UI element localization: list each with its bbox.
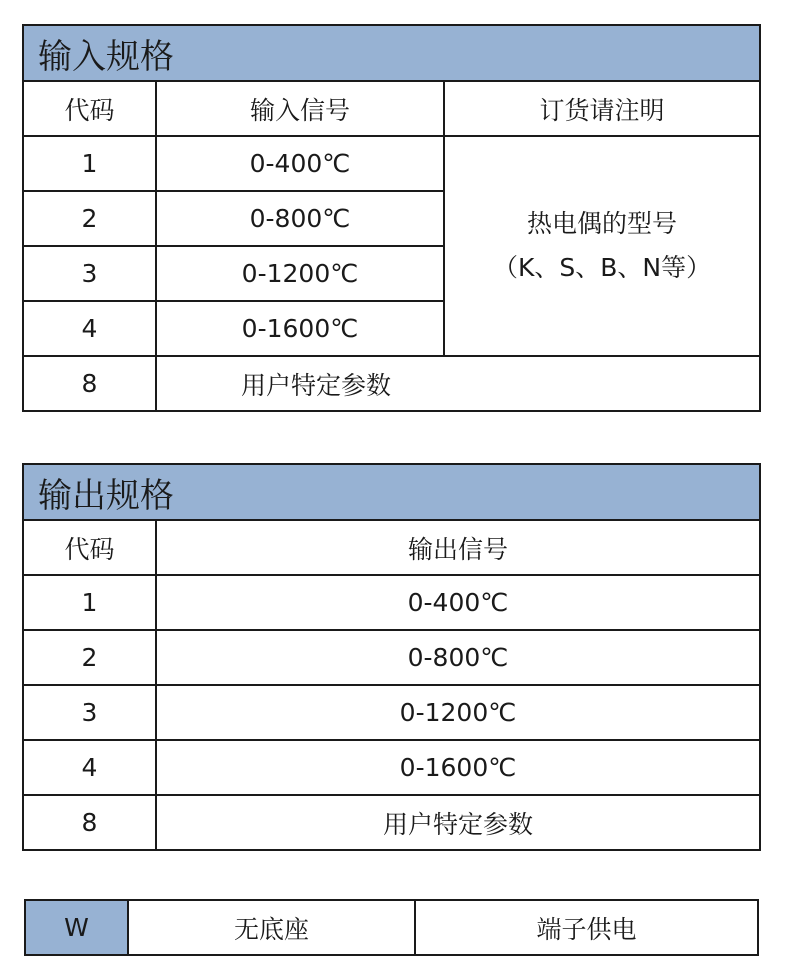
table-row (23, 740, 760, 795)
output-code-cell: 2 (23, 630, 156, 685)
table-row (23, 630, 760, 685)
output-code-cell: 1 (23, 575, 156, 630)
mount-table (24, 899, 759, 956)
input-note-line2: （K、S、B、N等） (492, 253, 712, 282)
table-row (23, 136, 760, 191)
input-code-cell: 2 (23, 191, 156, 246)
table-row (23, 356, 760, 411)
mount-base-cell: 无底座 (128, 900, 415, 955)
input-custom-cell: 用户特定参数 (156, 356, 760, 411)
output-signal-cell: 0-800℃ (156, 630, 760, 685)
input-signal-cell: 0-1600℃ (156, 301, 444, 356)
input-code-cell: 1 (23, 136, 156, 191)
output-code-cell: 4 (23, 740, 156, 795)
output-signal-cell: 0-1600℃ (156, 740, 760, 795)
mount-power-cell: 端子供电 (415, 900, 758, 955)
input-header-note: 订货请注明 (444, 81, 760, 136)
output-header-signal: 输出信号 (156, 520, 760, 575)
output-spec-title: 输出规格 (23, 464, 760, 520)
output-header-code: 代码 (23, 520, 156, 575)
output-signal-cell: 0-1200℃ (156, 685, 760, 740)
input-note-line1: 热电偶的型号 (527, 209, 678, 238)
input-signal-cell: 0-1200℃ (156, 246, 444, 301)
table-row (23, 795, 760, 850)
input-code-cell: 8 (23, 356, 156, 411)
output-signal-cell: 用户特定参数 (156, 795, 760, 850)
input-header-code: 代码 (23, 81, 156, 136)
input-signal-cell: 0-800℃ (156, 191, 444, 246)
table-row (23, 575, 760, 630)
output-spec-table (22, 463, 761, 851)
mount-code-cell: W (25, 900, 128, 955)
table-row (23, 685, 760, 740)
output-signal-cell: 0-400℃ (156, 575, 760, 630)
input-code-cell: 3 (23, 246, 156, 301)
input-spec-title: 输入规格 (23, 25, 760, 81)
input-header-signal: 输入信号 (156, 81, 444, 136)
input-note-cell (444, 136, 760, 356)
input-code-cell: 4 (23, 301, 156, 356)
output-code-cell: 8 (23, 795, 156, 850)
input-signal-cell: 0-400℃ (156, 136, 444, 191)
output-code-cell: 3 (23, 685, 156, 740)
input-spec-table (22, 24, 761, 412)
